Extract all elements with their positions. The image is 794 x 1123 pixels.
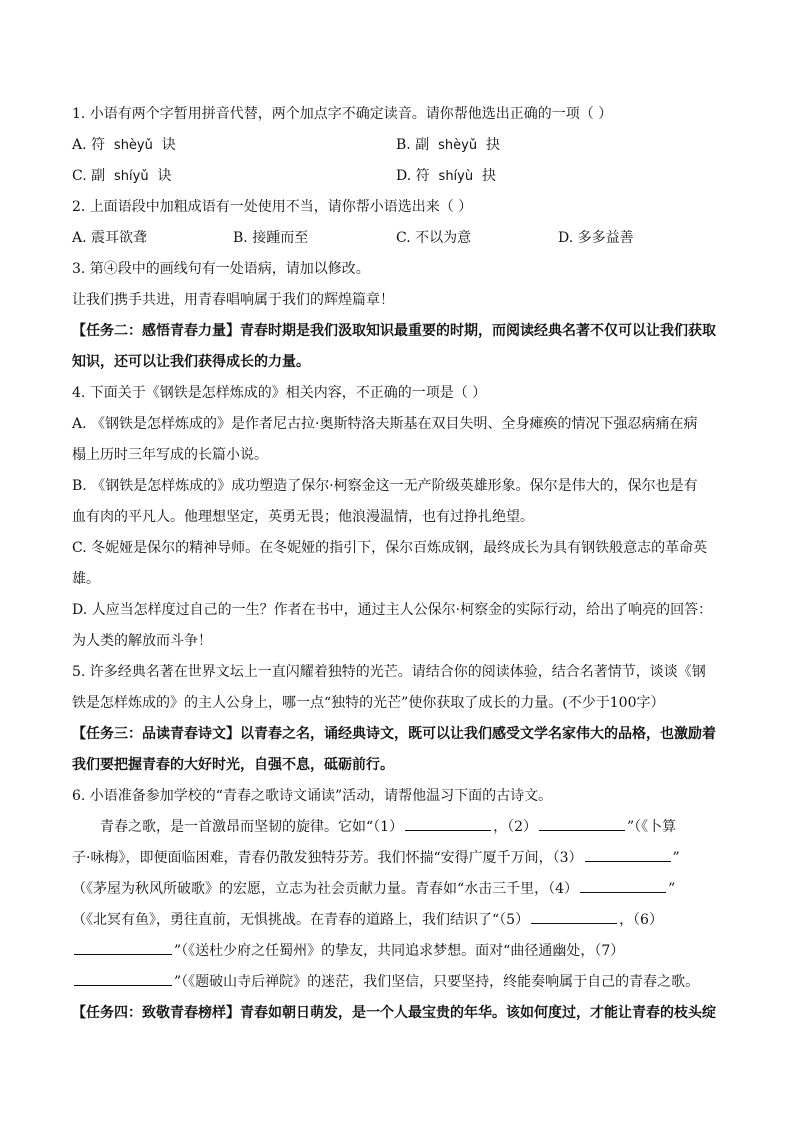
q6-passage-line-6: ”（《题破山寺后禅院》的迷茫，我们坚信，只要坚持，终能奏响属于自己的青春之歌。 — [72, 967, 722, 998]
q6-passage-line-3: （《茅屋为秋风所破歌》的宏愿，立志为社会贡献力量。青春如“水击三千里，（4） ” — [72, 874, 722, 905]
q4-option-c-line-1: C. 冬妮娅是保尔的精神导师。在冬妮娅的指引下，保尔百炼成钢，最终成长为具有钢铁般意志的革命英 — [72, 540, 708, 556]
q6-passage-line-1: 青春之歌，是一首激昂而坚韧的旋律。它如“（1） ，（2） ”（《卜算 — [72, 812, 722, 843]
closing-sentence: 让我们携手共进，用青春唱响属于我们的辉煌篇章！ — [72, 292, 394, 308]
q1-option-c: C. 副 shíyǔ 诀 — [72, 168, 172, 184]
q1-options-row-2 — [72, 161, 722, 192]
document-content — [72, 99, 722, 1029]
q4-option-a-line-1: A. 《钢铁是怎样炼成的》是作者尼古拉·奥斯特洛夫斯基在双目失明、全身瘫痪的情况下强忍病痛在病 — [72, 416, 698, 432]
q2-option-b: B. 接踵而至 — [233, 230, 309, 246]
q2-options — [72, 223, 722, 254]
q6-passage-line-2: 子·咏梅》，即便面临困难，青春仍散发独特芬芳。我们怀揣“安得广厦千万间，（3） ” — [72, 843, 722, 874]
q6-stem: 6. 小语准备参加学校的“青春之歌诗文诵读”活动，请帮他温习下面的古诗文。 — [72, 788, 553, 804]
q4-option-c-line-2: 雄。 — [72, 571, 100, 587]
q1-option-a: A. 符 shèyǔ 诀 — [72, 137, 176, 153]
answer-blank-6[interactable] — [74, 940, 172, 955]
q3-stem: 3. 第④段中的画线句有一处语病，请加以修改。 — [72, 261, 370, 277]
answer-blank-4[interactable] — [580, 878, 666, 893]
q4-option-d-line-1: D. 人应当怎样度过自己的一生？作者在书中，通过主人公保尔·柯察金的实际行动，给出了响亮的回答： — [72, 602, 713, 618]
q4-stem: 4. 下面关于《钢铁是怎样炼成的》相关内容，不正确的一项是（ ） — [72, 385, 487, 401]
q2-option-d: D. 多多益善 — [558, 230, 634, 246]
answer-blank-1[interactable] — [405, 816, 491, 831]
q4-option-b-line-2: 血有肉的平凡人。他理想坚定，英勇无畏；他浪漫温情，也有过挣扎绝望。 — [72, 509, 534, 525]
q1-option-b: B. 副 shèyǔ 抉 — [396, 137, 500, 153]
answer-blank-2[interactable] — [539, 816, 625, 831]
task2-heading-line-1: 【任务二：感悟青春力量】青春时期是我们汲取知识最重要的时期，而阅读经典名著不仅可以让我们获取 — [72, 323, 716, 339]
q6-passage-line-4: （《北冥有鱼》，勇往直前，无惧挑战。在青春的道路上，我们结识了“（5） ，（6） — [72, 905, 722, 936]
task4-heading-line-1: 【任务四：致敬青春榜样】青春如朝日萌发，是一个人最宝贵的年华。该如何度过，才能让青春的枝头绽 — [72, 1005, 716, 1021]
q1-stem: 1. 小语有两个字暂用拼音代替，两个加点字不确定读音。请你帮他选出正确的一项（ ） — [72, 106, 613, 122]
answer-blank-7[interactable] — [74, 971, 172, 986]
q1-option-d: D. 符 shíyù 抉 — [396, 168, 497, 184]
q4-option-b-line-1: B. 《钢铁是怎样炼成的》成功塑造了保尔·柯察金这一无产阶级英雄形象。保尔是伟大的，保尔也是有 — [72, 478, 698, 494]
task3-heading-line-2: 我们要把握青春的大好时光，自强不息，砥砺前行。 — [72, 757, 394, 773]
q2-stem: 2. 上面语段中加粗成语有一处使用不当，请你帮小语选出来（ ） — [72, 199, 473, 215]
q2-option-a: A. 震耳欲聋 — [72, 230, 148, 246]
q4-option-a-line-2: 榻上历时三年写成的长篇小说。 — [72, 447, 268, 463]
q5-line-2: 铁是怎样炼成的》的主人公身上，哪一点“独特的光芒”使你获取了成长的力量。(不少于100字） — [72, 695, 665, 711]
q5-line-1: 5. 许多经典名著在世界文坛上一直闪耀着独特的光芒。请结合你的阅读体验，结合名著情节，谈谈《钢 — [72, 664, 706, 680]
q4-option-d-line-2: 为人类的解放而斗争！ — [72, 633, 212, 649]
q6-passage-line-5: ”（《送杜少府之任蜀州》的挚友，共同追求梦想。面对“曲径通幽处，（7） — [72, 936, 722, 967]
answer-blank-5[interactable] — [531, 909, 617, 924]
task3-heading-line-1: 【任务三：品读青春诗文】以青春之名，诵经典诗文，既可以让我们感受文学名家伟大的品格，也激励着 — [72, 726, 716, 742]
task2-heading-line-2: 知识，还可以让我们获得成长的力量。 — [72, 354, 310, 370]
q2-option-c: C. 不以为意 — [396, 230, 472, 246]
q1-options-row-1 — [72, 130, 722, 161]
answer-blank-3[interactable] — [585, 847, 671, 862]
